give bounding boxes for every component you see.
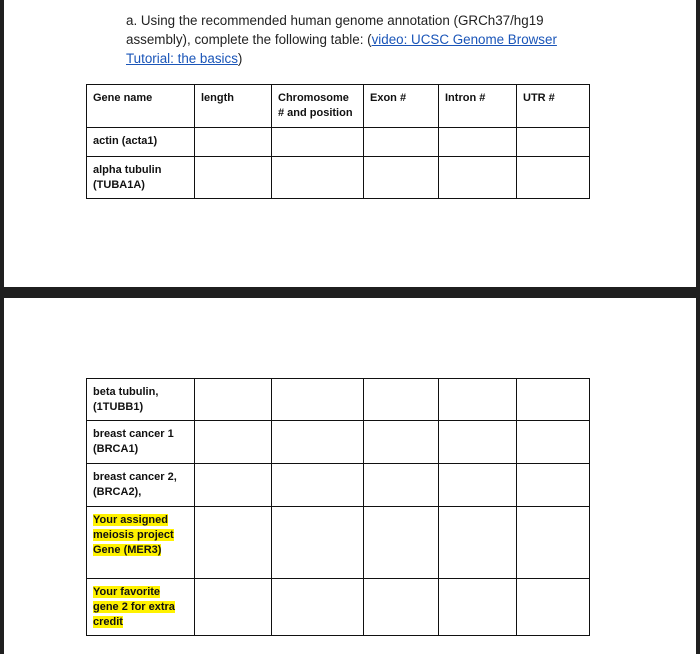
table-row [87, 507, 590, 579]
utr-cell[interactable] [517, 507, 590, 579]
intron-cell[interactable] [439, 128, 517, 157]
gene-name-cell: alpha tubulin (TUBA1A) [87, 157, 195, 199]
exon-cell[interactable] [364, 579, 439, 636]
instructions-text [126, 11, 596, 68]
utr-cell[interactable] [517, 379, 590, 421]
chromosome-cell[interactable] [272, 579, 364, 636]
length-cell[interactable] [195, 507, 272, 579]
exon-cell[interactable] [364, 464, 439, 507]
chromosome-cell[interactable] [272, 128, 364, 157]
exon-cell[interactable] [364, 379, 439, 421]
tutorial-video-link[interactable]: video: UCSC Genome Browser Tutorial: the basics [126, 32, 557, 66]
utr-cell[interactable] [517, 464, 590, 507]
gene-name-text: breast cancer 2, (BRCA2), [93, 471, 177, 498]
gene-name-text: beta tubulin, (1TUBB1) [93, 386, 159, 413]
header-chromosome: Chromosome # and position [272, 85, 364, 128]
gene-name-cell: actin (acta1) [87, 128, 195, 157]
intron-cell[interactable] [439, 421, 517, 464]
length-cell[interactable] [195, 157, 272, 199]
utr-cell[interactable] [517, 157, 590, 199]
gene-table-top [86, 84, 590, 199]
highlighted-gene-text: Your favorite gene 2 for extra credit [93, 586, 175, 628]
utr-cell[interactable] [517, 421, 590, 464]
table-row [87, 128, 590, 157]
header-length: length [195, 85, 272, 128]
exon-cell[interactable] [364, 421, 439, 464]
chromosome-cell[interactable] [272, 464, 364, 507]
chromosome-cell[interactable] [272, 157, 364, 199]
header-utr: UTR # [517, 85, 590, 128]
page-top [4, 0, 696, 287]
gene-table-bottom [86, 378, 590, 636]
intron-cell[interactable] [439, 464, 517, 507]
length-cell[interactable] [195, 379, 272, 421]
page-bottom [4, 298, 696, 654]
chromosome-cell[interactable] [272, 507, 364, 579]
intron-cell[interactable] [439, 507, 517, 579]
utr-cell[interactable] [517, 579, 590, 636]
intron-cell[interactable] [439, 379, 517, 421]
exon-cell[interactable] [364, 507, 439, 579]
gene-name-cell [87, 379, 195, 421]
length-cell[interactable] [195, 128, 272, 157]
header-exon: Exon # [364, 85, 439, 128]
header-gene-name: Gene name [87, 85, 195, 128]
table-row [87, 579, 590, 636]
instructions-suffix: ) [237, 51, 243, 66]
chromosome-cell[interactable] [272, 421, 364, 464]
length-cell[interactable] [195, 579, 272, 636]
exon-cell[interactable] [364, 128, 439, 157]
intron-cell[interactable] [439, 579, 517, 636]
instructions-prefix: a. Using the recommended human genome annotation (GRCh37/hg19 assembly), complete the following table: ( [126, 13, 544, 47]
highlighted-gene-text: Your assigned meiosis project Gene (MER3) [93, 514, 174, 556]
chromosome-cell[interactable] [272, 379, 364, 421]
gene-name-cell [87, 464, 195, 507]
header-intron: Intron # [439, 85, 517, 128]
gene-name-text: breast cancer 1 (BRCA1) [93, 428, 174, 455]
table-row [87, 464, 590, 507]
table-row [87, 379, 590, 421]
table-row [87, 157, 590, 199]
table-row [87, 421, 590, 464]
gene-name-cell [87, 579, 195, 636]
exon-cell[interactable] [364, 157, 439, 199]
intron-cell[interactable] [439, 157, 517, 199]
length-cell[interactable] [195, 464, 272, 507]
utr-cell[interactable] [517, 128, 590, 157]
gene-name-cell [87, 507, 195, 579]
table-header-row [87, 85, 590, 128]
gene-name-cell [87, 421, 195, 464]
length-cell[interactable] [195, 421, 272, 464]
